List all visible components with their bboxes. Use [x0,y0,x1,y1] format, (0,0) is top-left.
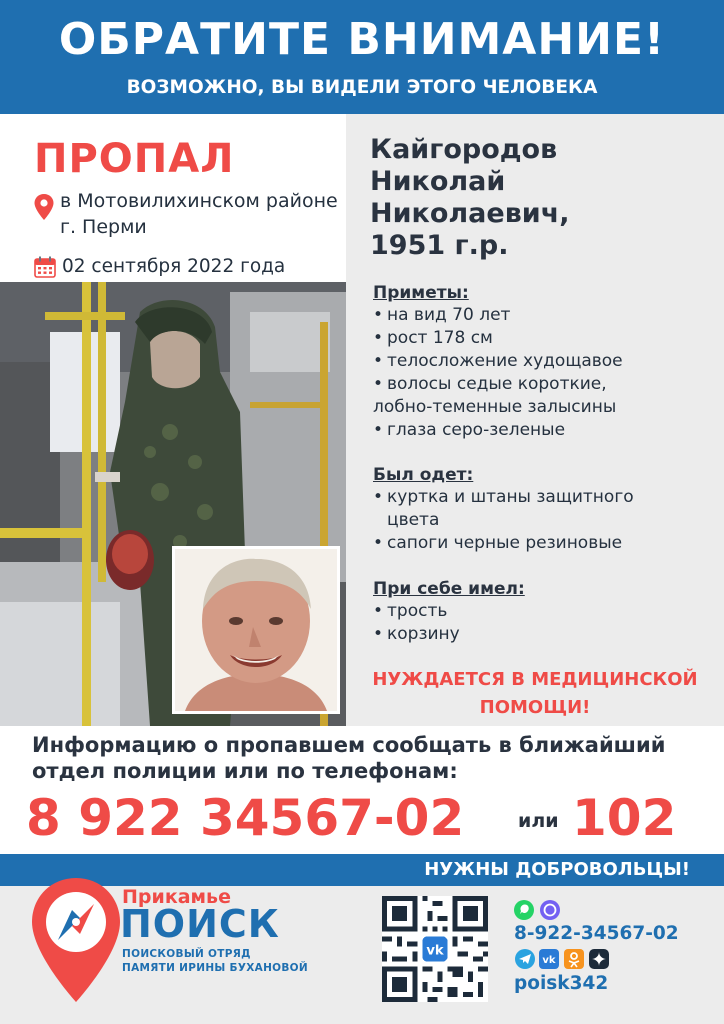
map-pin-icon [34,194,54,220]
person-patronymic: Николаевич, [370,198,570,229]
odnoklassniki-icon [564,949,584,969]
person-birth-year: 1951 г.р. [370,230,509,261]
list-item-continuation: цвета [387,510,440,530]
missing-info-block [0,114,346,282]
contact-instructions-line2: отдел полиции или по телефонам: [32,759,458,783]
contact-instructions [32,732,712,784]
clothing-title: Был одет: [373,465,474,485]
description-panel [346,114,724,726]
location-text: в Мотовилихинском районе г. Перми [60,190,338,238]
phone-number-main[interactable]: 8 922 34567-02 [26,789,465,847]
list-item: • телосложение худощавое [373,350,718,373]
brand-region: Прикамье [122,886,231,908]
medical-note [346,666,724,722]
belongings-list [373,600,718,646]
list-item-continuation: лобно-теменные залысины [373,397,617,417]
date-row [34,252,344,280]
volunteers-needed-text: НУЖНЫ ДОБРОВОЛЬЦЫ! [424,859,690,880]
list-item: • волосы седые короткие, [373,373,718,396]
svg-text:vk: vk [426,943,444,959]
list-item: • куртка и штаны защитного [373,486,718,509]
list-item: • корзину [373,623,718,646]
top-banner [0,0,724,114]
calendar-icon [34,256,56,278]
footer-phone[interactable]: 8-922-34567-02 [514,923,679,944]
missing-label: ПРОПАЛ [34,136,235,182]
social-handle[interactable]: poisk342 [514,973,609,994]
person-first-name: Николай [370,166,506,197]
search-team-logo-icon [28,874,124,1006]
dzen-icon [589,949,609,969]
qr-code-icon[interactable] [382,896,488,1002]
svg-text:vk: vk [542,955,556,966]
signs-list [373,304,718,442]
brand-subtitle [122,947,362,975]
footer [0,886,724,1024]
vk-icon [539,949,559,969]
phone-or-separator: или [518,810,559,832]
list-item: • глаза серо-зеленые [373,419,718,442]
signs-title: Приметы: [373,283,469,303]
list-item: • сапоги черные резиновые [373,532,718,555]
person-surname: Кайгородов [370,134,558,165]
medical-note-line1: НУЖДАЕТСЯ В МЕДИЦИНСКОЙ [372,669,698,690]
viber-icon [540,900,560,920]
messenger-icons [514,898,574,922]
telegram-icon [515,949,535,969]
contact-instructions-line1: Информацию о пропавшем сообщать в ближайший [32,733,666,757]
portrait-image [175,549,337,711]
brand-subtitle-line2: ПАМЯТИ ИРИНЫ БУХАНОВОЙ [122,962,308,974]
subline: ВОЗМОЖНО, ВЫ ВИДЕЛИ ЭТОГО ЧЕЛОВЕКА [126,77,598,98]
whatsapp-icon [514,900,534,920]
list-item: • на вид 70 лет [373,304,718,327]
social-icons [514,946,634,972]
brand-subtitle-line1: ПОИСКОВЫЙ ОТРЯД [122,948,251,960]
phone-row [26,788,716,852]
list-item: • рост 178 см [373,327,718,350]
person-name [370,134,710,262]
medical-note-line2: ПОМОЩИ! [479,697,591,718]
belongings-title: При себе имел: [373,579,525,599]
phone-number-police[interactable]: 102 [572,789,677,847]
clothing-list [373,486,718,555]
brand-name: ПОИСК [120,902,280,946]
portrait-photo [172,546,340,714]
date-text: 02 сентября 2022 года [62,256,286,277]
headline: ОБРАТИТЕ ВНИМАНИЕ! [58,14,666,65]
list-item: • трость [373,600,718,623]
